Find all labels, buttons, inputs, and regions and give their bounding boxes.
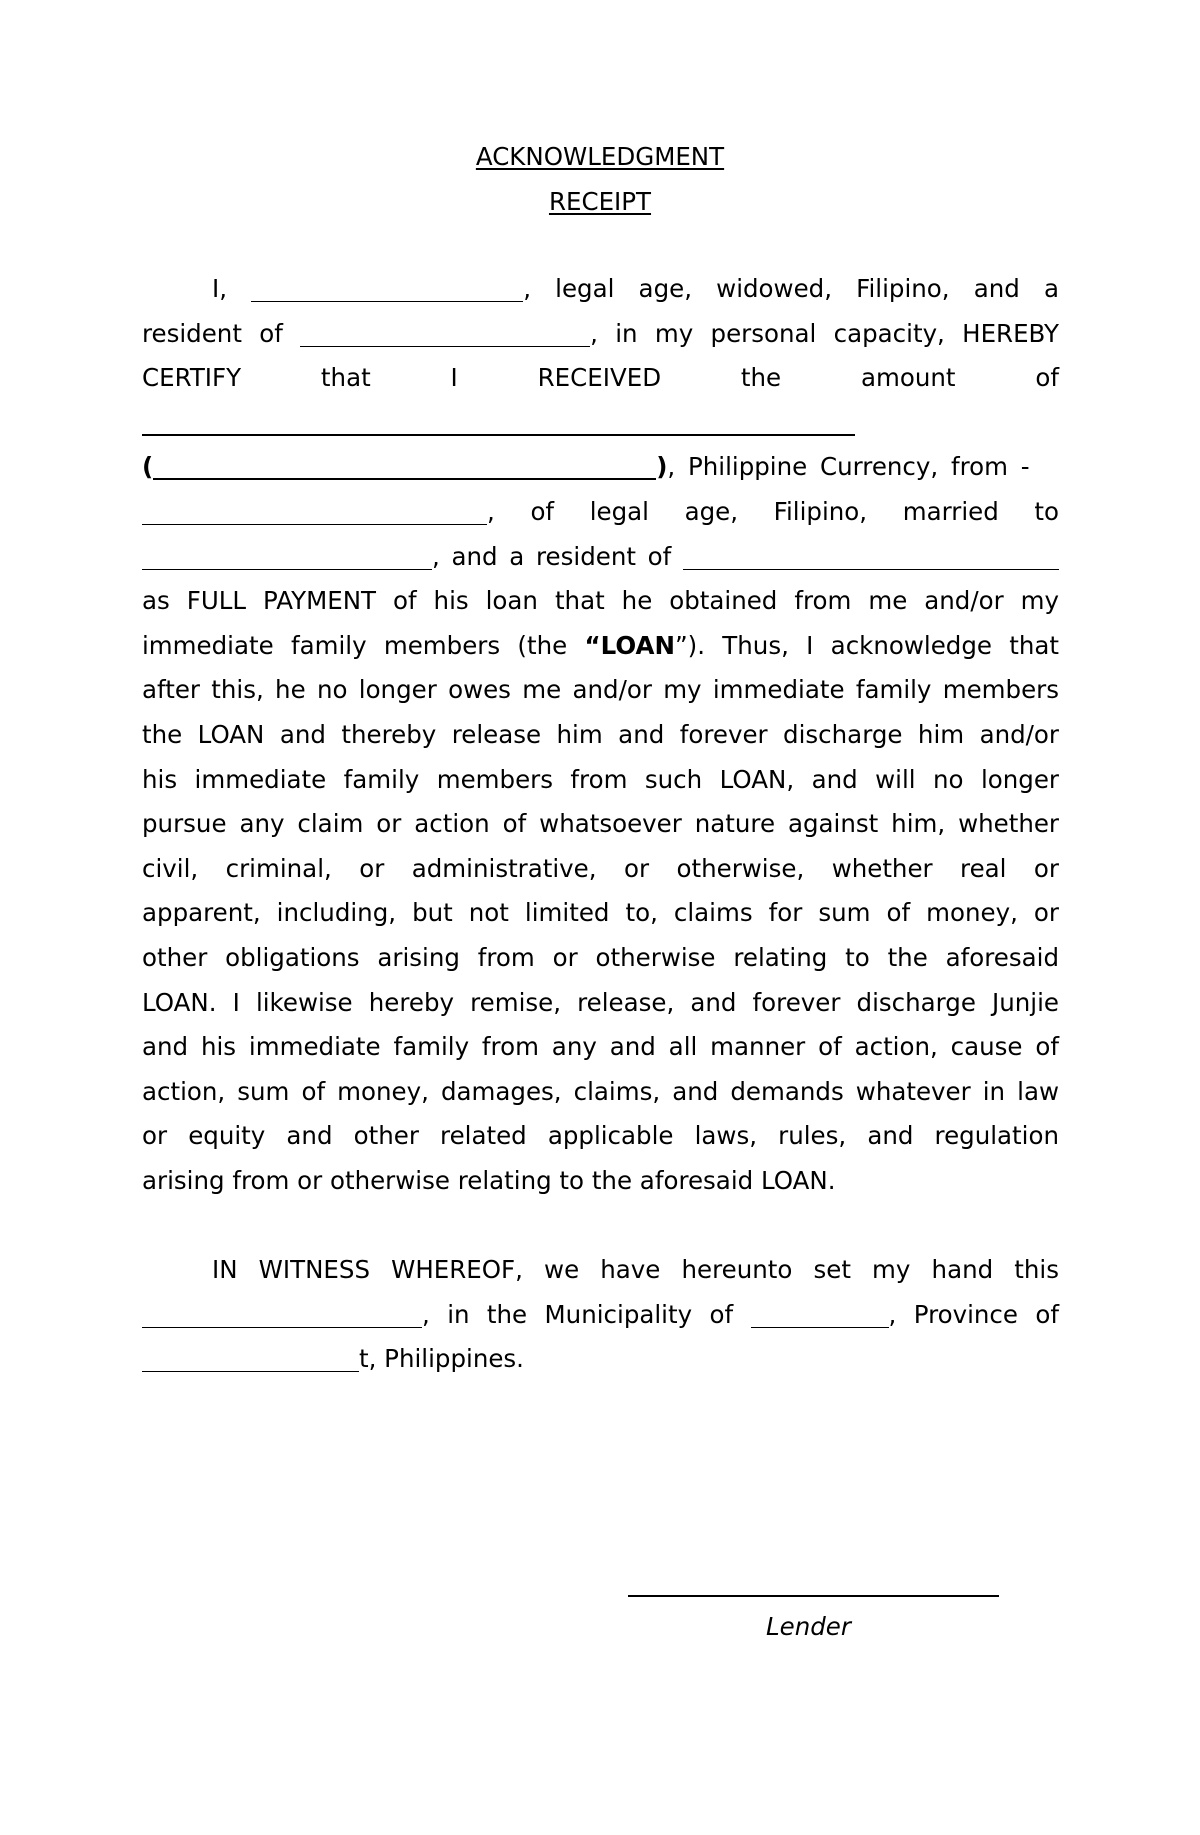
signature-label: Lender bbox=[766, 1612, 851, 1641]
recipient-name-blank[interactable] bbox=[251, 273, 523, 302]
body-line: and his immediate family from any and all manner of action, cause of bbox=[142, 1032, 1059, 1062]
payer-residence-blank[interactable] bbox=[683, 541, 1059, 570]
body-line: CERTIFY that I RECEIVED the amount of bbox=[142, 363, 1059, 393]
province-blank[interactable] bbox=[142, 1343, 359, 1372]
recipient-residence-blank[interactable] bbox=[300, 318, 590, 347]
body-line: I, , legal age, widowed, Filipino, and a bbox=[212, 274, 1059, 303]
witness-line: IN WITNESS WHEREOF, we have hereunto set my hand this bbox=[212, 1255, 1059, 1285]
acknowledgment-body bbox=[142, 267, 1059, 1382]
date-blank[interactable] bbox=[142, 1299, 422, 1328]
body-line: immediate family members (the “LOAN”). Thus, I acknowledge that bbox=[142, 630, 1060, 660]
body-line: or equity and other related applicable laws, rules, and regulation bbox=[142, 1121, 1059, 1151]
body-line: action, sum of money, damages, claims, and demands whatever in law bbox=[142, 1076, 1059, 1106]
witness-line: t, Philippines. bbox=[142, 1337, 1059, 1382]
body-line: ( ), Philippine Currency, from - bbox=[142, 452, 1030, 482]
body-line: civil, criminal, or administrative, or otherwise, whether real or bbox=[142, 853, 1059, 883]
municipality-blank[interactable] bbox=[751, 1299, 889, 1328]
witness-line: , in the Municipality of , Province of bbox=[142, 1293, 1059, 1338]
body-line: arising from or otherwise relating to the aforesaid LOAN. bbox=[142, 1165, 836, 1195]
body-line: LOAN. I likewise hereby remise, release, and forever discharge Junjie bbox=[142, 987, 1059, 1017]
body-line: as FULL PAYMENT of his loan that he obtained from me and/or my bbox=[142, 586, 1059, 616]
body-line: his immediate family members from such LOAN, and will no longer bbox=[142, 764, 1059, 794]
body-line: resident of , in my personal capacity, HEREBY bbox=[142, 318, 1059, 348]
body-line: , and a resident of bbox=[142, 535, 1059, 580]
body-line: the LOAN and thereby release him and forever discharge him and/or bbox=[142, 719, 1059, 749]
spouse-name-blank[interactable] bbox=[142, 541, 432, 570]
amount-in-words-blank[interactable] bbox=[142, 406, 855, 436]
document-subtitle: RECEIPT bbox=[548, 187, 652, 216]
payer-name-blank[interactable] bbox=[142, 496, 487, 525]
body-line: , of legal age, Filipino, married to bbox=[142, 490, 1059, 535]
amount-in-figures-blank[interactable] bbox=[153, 450, 656, 480]
body-line: apparent, including, but not limited to, claims for sum of money, or bbox=[142, 898, 1059, 928]
body-line: other obligations arising from or otherwise relating to the aforesaid bbox=[142, 942, 1059, 972]
body-line: pursue any claim or action of whatsoever nature against him, whether bbox=[142, 809, 1059, 839]
document-title: ACKNOWLEDGMENT bbox=[475, 142, 725, 171]
body-line: after this, he no longer owes me and/or my immediate family members bbox=[142, 675, 1059, 705]
body-line bbox=[142, 401, 1059, 446]
signature-line[interactable] bbox=[628, 1595, 999, 1597]
